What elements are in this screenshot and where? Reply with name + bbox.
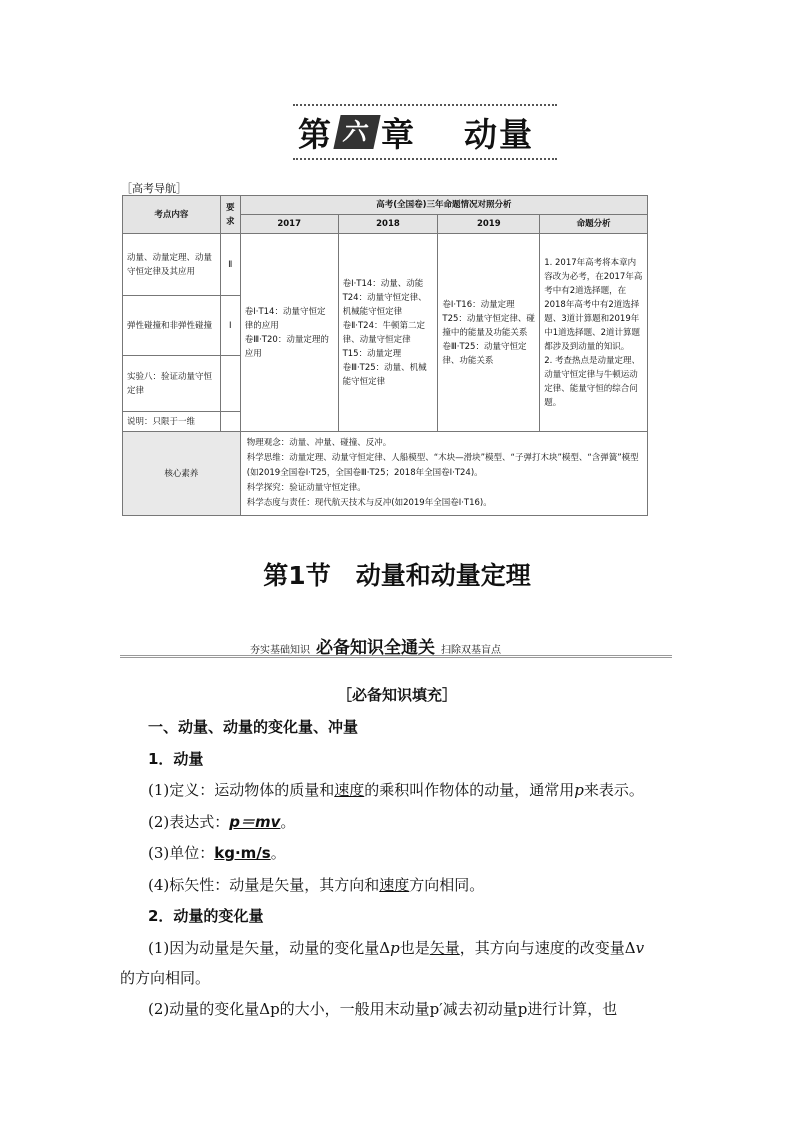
chapter-top-rule	[293, 104, 557, 106]
expression-line: (2)表达式：p＝mv。	[148, 813, 296, 831]
banner-center: 必备知识全通关	[316, 638, 435, 658]
fill-title: ［必备知识填充］	[336, 686, 457, 704]
req-cell	[220, 356, 240, 412]
year-2017-cell: 卷Ⅰ·T14：动量守恒定律的应用 卷Ⅲ·T20：动量定理的应用	[240, 234, 338, 432]
req-cell	[220, 412, 240, 432]
req-cell: Ⅰ	[220, 296, 240, 356]
col-req-header: 要求	[220, 196, 240, 234]
banner-left: 夯实基础知识	[250, 645, 310, 656]
topic-cell: 动量、动量定理、动量守恒定律及其应用	[123, 234, 221, 296]
topic-cell: 说明：只限于一维	[123, 412, 221, 432]
col-analysis-header: 命题分析	[540, 215, 648, 234]
chapter-number: 六	[333, 115, 380, 149]
chapter-prefix: 第	[298, 114, 333, 154]
year-header: 2017	[240, 215, 338, 234]
col-topic-header: 考点内容	[123, 196, 221, 234]
core-label-cell: 核心素养	[123, 432, 241, 516]
vector-line: (4)标矢性：动量是矢量，其方向和速度方向相同。	[148, 876, 485, 894]
change-line-2: (2)动量的变化量Δp的大小，一般用末动量p′减去初动量p进行计算，也	[148, 1000, 618, 1018]
heading-1: 一、动量、动量的变化量、冲量	[148, 718, 359, 736]
definition-line: (1)定义：运动物体的质量和速度的乘积叫作物体的动量，通常用p来表示。	[148, 781, 644, 799]
heading-1-1: 1．动量	[148, 750, 204, 768]
chapter-name: 动量	[464, 114, 534, 154]
chapter-title	[298, 110, 558, 154]
chapter-suffix: 章	[381, 114, 416, 154]
req-cell: Ⅱ	[220, 234, 240, 296]
year-2019-cell: 卷Ⅰ·T16：动量定理 T25：动量守恒定律、碰撞中的能量及功能关系 卷Ⅲ·T25：动量守恒定律、功能关系	[438, 234, 540, 432]
core-content-cell: 物理观念：动量、冲量、碰撞、反冲。 科学思维：动量定理、动量守恒定律、人船模型、“木块—滑块”模型、“子弹打木块”模型、“含弹簧”模型(如2019全国卷Ⅰ·T25，全国卷Ⅲ·T25；2018年全国卷Ⅰ·T24)。 科学探究：验证动量守恒定律。 科学态度与责任：现代航天技术与反冲(如2019年全国卷Ⅰ·T16)。	[240, 432, 647, 516]
topic-cell: 弹性碰撞和非弹性碰撞	[123, 296, 221, 356]
change-line-1-cont: 的方向相同。	[120, 969, 211, 987]
chapter-bottom-rule	[293, 158, 557, 160]
topic-cell: 实验八：验证动量守恒定律	[123, 356, 221, 412]
exam-guide-label: ［高考导航］	[121, 182, 187, 195]
analysis-header: 高考(全国卷)三年命题情况对照分析	[240, 196, 647, 215]
change-line-1: (1)因为动量是矢量，动量的变化量Δp也是矢量，其方向与速度的改变量Δv	[148, 939, 645, 957]
exam-analysis-table	[122, 195, 648, 516]
banner-right: 扫除双基盲点	[441, 645, 501, 656]
unit-line: (3)单位：kg·m/s。	[148, 844, 286, 862]
year-header: 2018	[338, 215, 438, 234]
banner-rule	[120, 655, 672, 658]
year-header: 2019	[438, 215, 540, 234]
section-title: 第1节 动量和动量定理	[263, 561, 531, 590]
year-2018-cell: 卷Ⅰ·T14：动量、动能 T24：动量守恒定律、机械能守恒定律 卷Ⅱ·T24：牛顿第二定律、动量守恒定律 T15：动量定理 卷Ⅲ·T25：动量、机械能守恒定律	[338, 234, 438, 432]
analysis-cell: 1. 2017年高考将本章内容改为必考，在2017年高考中有2道选择题，在2018年高考中有2道选择题、3道计算题和2019年中1道选择题、2道计算题都涉及到动量的知识。 2. 考查热点是动量定理、动量守恒定律与牛顿运动定律、能量守恒的综合问题。	[540, 234, 648, 432]
heading-1-2: 2．动量的变化量	[148, 907, 264, 925]
